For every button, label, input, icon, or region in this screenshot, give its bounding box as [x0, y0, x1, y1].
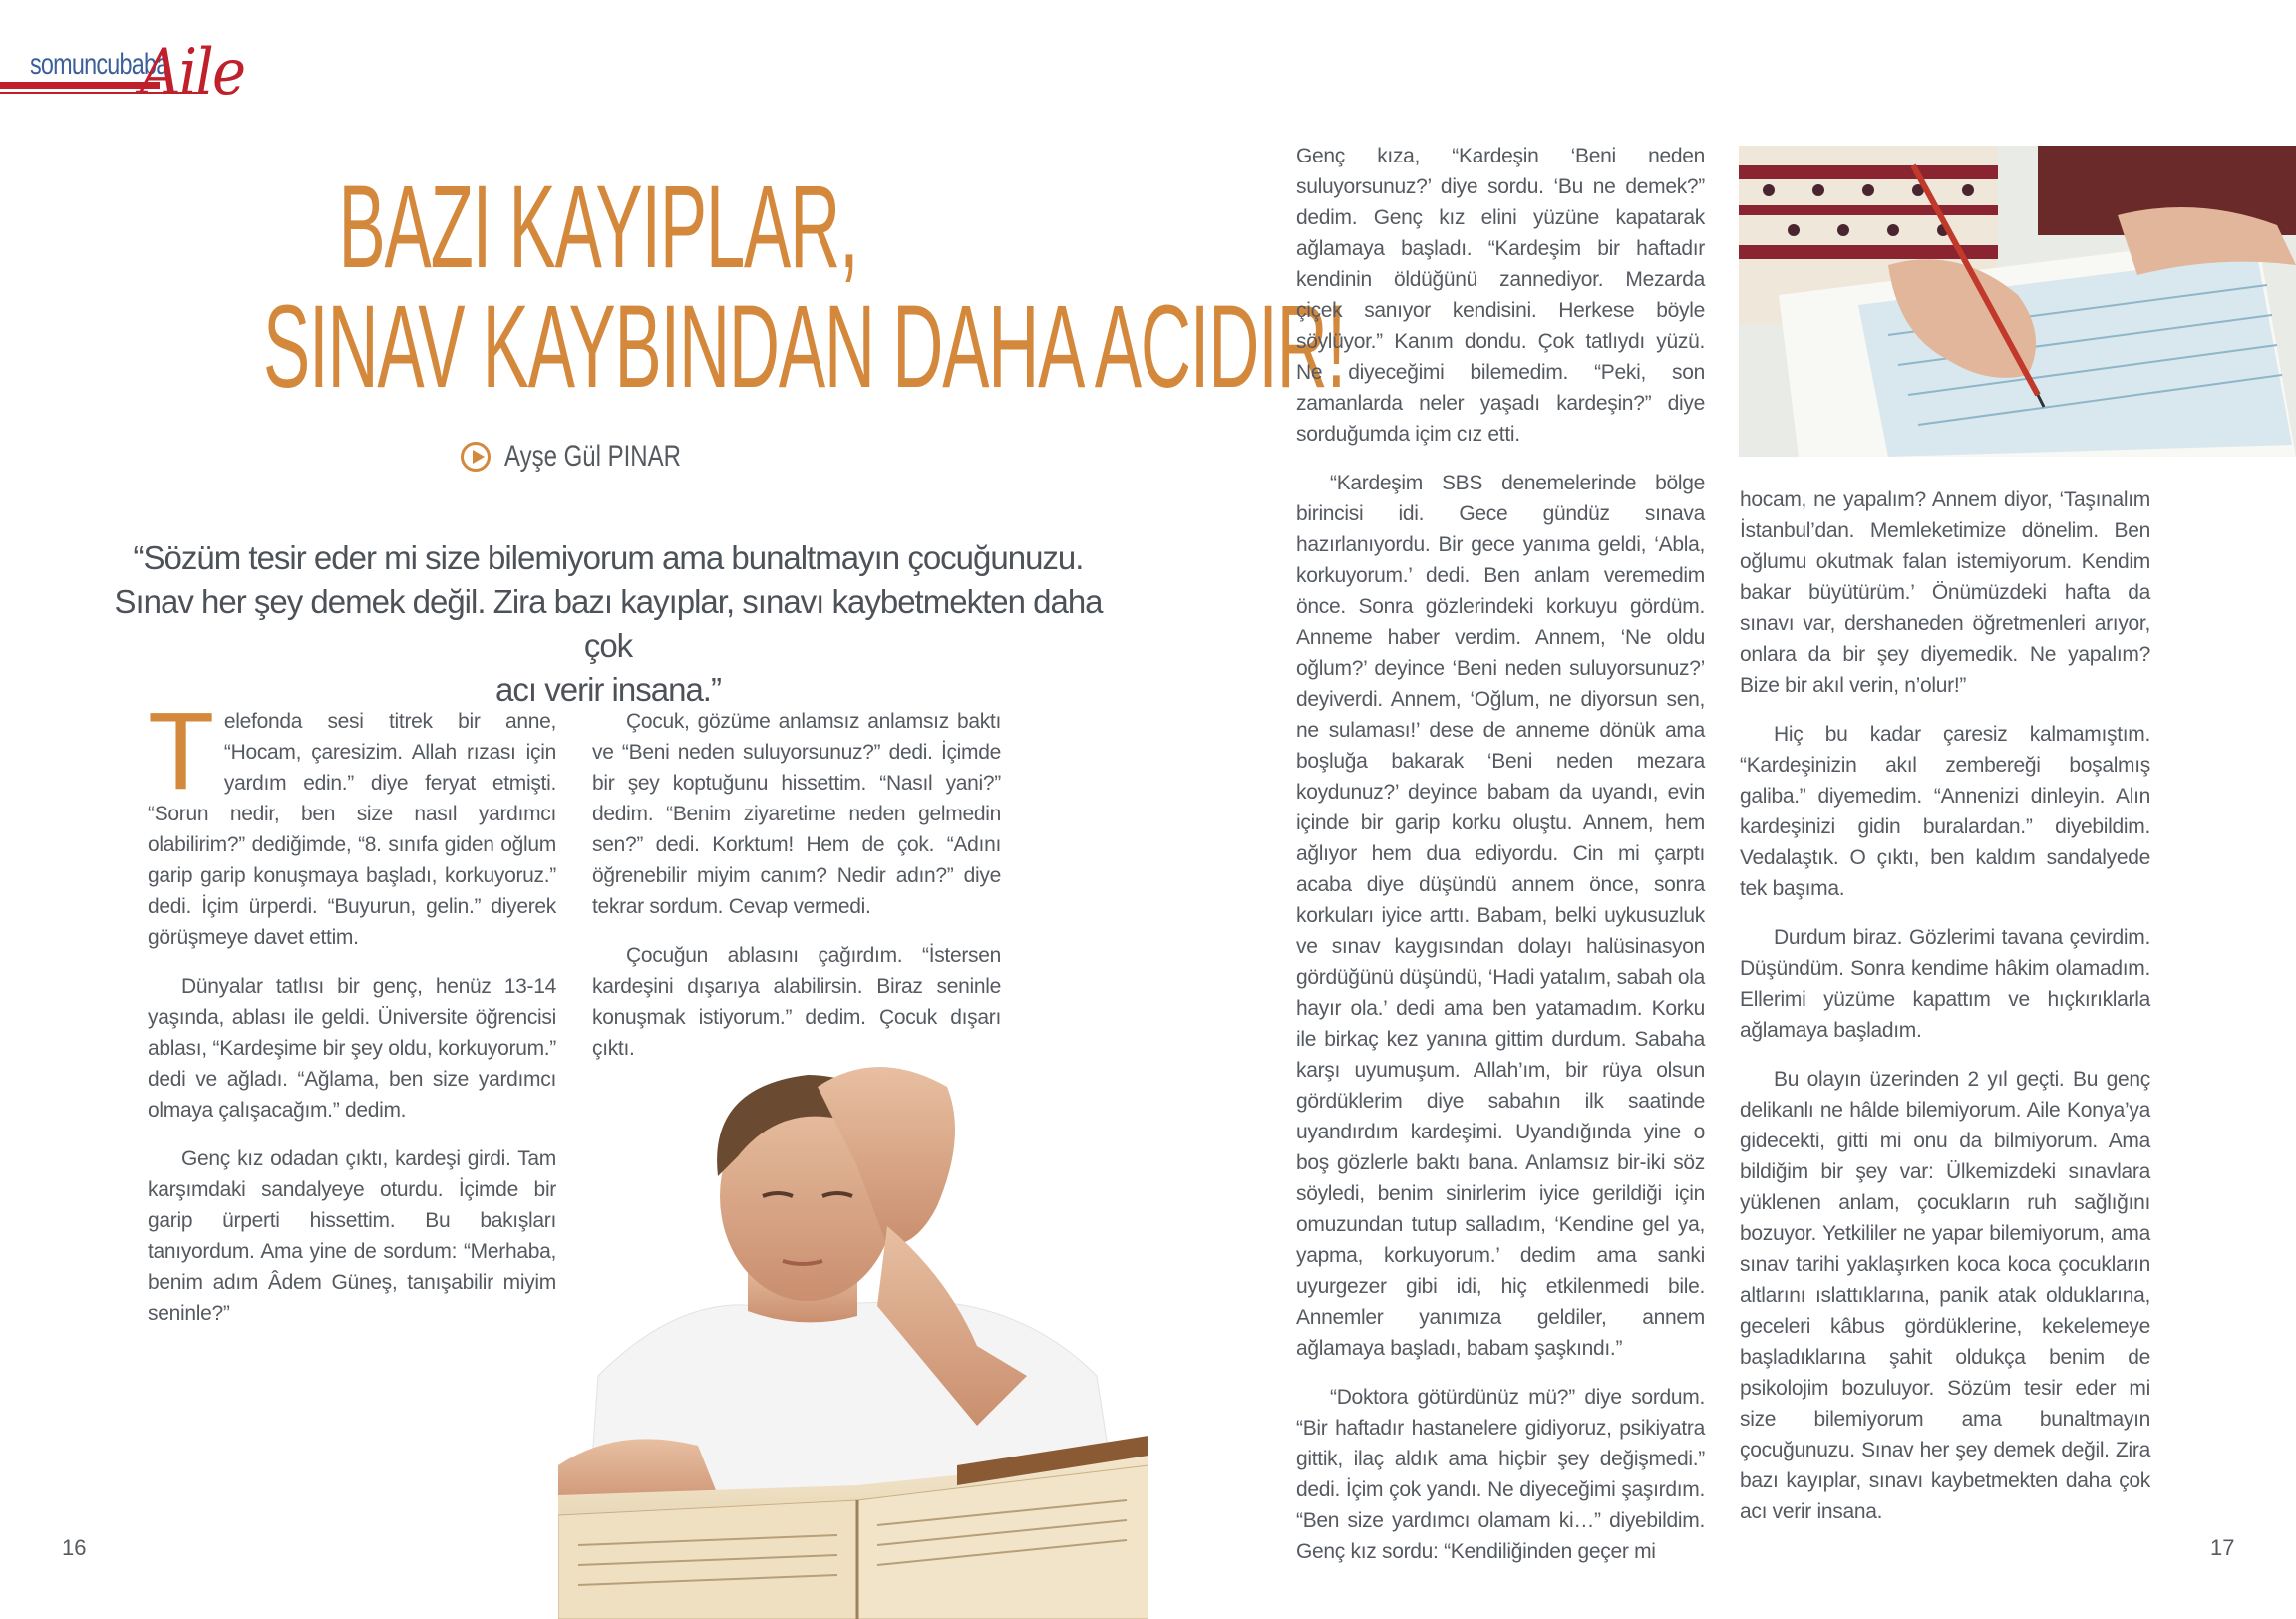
paragraph: Çocuk, gözüme anlamsız anlamsız baktı ve “Beni neden suluyorsunuz?” dedi. İçimde bir şey koptuğunu hissettim. “Nasıl yani?” dedim. “Benim ziyaretime neden gelmedin sen?” dedi. Korktum! Hem de çok. “Adını öğrenebilir miyim canım? Nedir adın?” diye tekrar sordum. Cevap vermedi.	[592, 710, 1001, 918]
author-name: Ayşe Gül PINAR	[504, 440, 681, 473]
section-name: Aile	[140, 36, 245, 110]
play-circle-icon	[461, 442, 491, 472]
article-title-line-1: BAZI KAYIPLAR,	[338, 162, 858, 293]
exam-writing-photo	[1739, 146, 2296, 457]
quote-line: acı verir insana.”	[495, 671, 721, 708]
quote-line: Sınav her şey demek değil. Zira bazı kayıplar, sınavı kaybetmekten daha çok	[114, 583, 1103, 664]
text-column-2	[592, 706, 1001, 1082]
paragraph: Genç kız odadan çıktı, kardeşi girdi. Tam karşımdaki sandalyeye oturdu. İçimde bir garip ürperti hissettim. Bu bakışları tanıyordum. Ama yine de sordum: “Merhaba, benim adım Âdem Güneş, tanışabilir miyim seninle?”	[148, 1147, 556, 1325]
paragraph: Genç kıza, “Kardeşin ‘Beni neden suluyorsunuz?’ diye sordu. ‘Bu ne demek?” dedim. Genç kız elini yüzüne kapatarak ağlamaya başladı. “Kardeşim bir haftadır kendinin öldüğünü zannediyor. Mezarda çiçek sanıyor kendisini. Herkese böyle söylüyor.” Kanım dondu. Çok tatlıydı yüzü. Ne diyeceğimi bilemedim. “Peki, son zamanlarda neler yaşadı kardeşin?” diye sorduğumda içim cız etti.	[1296, 145, 1705, 446]
author-byline	[461, 437, 725, 477]
brand-red-bar	[0, 82, 160, 89]
paragraph: Dünyalar tatlısı bir genç, henüz 13-14 yaşında, ablası ile geldi. Üniversite öğrencisi ablası, “Kardeşime bir şey oldu, korkuyorum.” dedi ve ağladı. “Ağlama, ben size yardımcı olmaya çalışacağım.” dedim.	[148, 975, 556, 1122]
page-number-left: 16	[62, 1535, 87, 1560]
brand-prefix: somuncubaba	[30, 48, 168, 81]
quote-line: “Sözüm tesir eder mi size bilemiyorum ama bunaltmayın çocuğunuzu.	[133, 539, 1084, 576]
paragraph: Hiç bu kadar çaresiz kalmamıştım. “Kardeşinizin akıl zembereği boşalmış galiba.” diyemedim. “Annenizi dinleyin. Alın kardeşinizi gidin buralardan.” diyebildim. Vedalaştık. O çıktı, ben kaldım sandalyede tek başıma.	[1740, 723, 2150, 900]
paragraph: Bu olayın üzerinden 2 yıl geçti. Bu genç delikanlı ne hâlde bilemiyorum. Aile Konya’ya gidecekti, gitti mi onu da bilmiyorum. Ama bildiğim bir şey var: Ülkemizdeki sınavlara yüklenen anlam, çocukların ruh sağlığını bozuyor. Yetkililer ne yapar bilemiyorum, ama sınav tarihi yaklaşırken koca koca çocukların altlarını ıslattıklarına, panik atak olduklarına, geceleri kâbus gördüklerine, kekelemeye başladıklarına şahit oldukça benim de psikolojim bozuluyor. Sözüm tesir eder mi size bilemiyorum ama bunaltmayın çocuğunuzu. Sınav her şey demek değil. Zira bazı kayıplar, sınavı kaybetmekten daha çok acı verir insana.	[1740, 1068, 2150, 1523]
text-column-4	[1740, 485, 2150, 1545]
text-column-1	[148, 690, 556, 1347]
paragraph: Durdum biraz. Gözlerimi tavana çevirdim. Düşündüm. Sonra kendime hâkim olamadım. Ellerimi yüzüme kapattım ve hıçkırıklarla ağlamaya başladım.	[1740, 926, 2150, 1042]
paragraph: “Kardeşim SBS denemelerinde bölge birincisi idi. Gece gündüz sınava hazırlanıyordu. Bir gece yanıma geldi, ‘Abla, korkuyorum.’ dedi. Ben anlam veremedim önce. Sonra gözlerindeki korkuyu gördüm. Anneme haber verdim. Annem, ‘Ne oldu oğlum?’ deyince ‘Beni neden suluyorsunuz?’ deyiverdi. Annem, ‘Oğlum, ne diyorsun sen, ne sulaması!’ dese de anneme dönük ama boşluğa bakarak ‘Beni neden mezara koydunuz?’ deyince babam da uyandı, evin içinde bir garip korku oluştu. Annem, hem ağlıyor hem dua ediyordu. Cin mi çarptı acaba diye düşündü annem önce, sonra korkuları iyice arttı. Babam, belki uykusuzluk ve sınav kaygısından dolayı halüsinasyon gördüğünü düşündü, ‘Hadi yatalım, sabah ola hayır ola.’ dedi ama ben yatamadım. Korku ile birkaç kez yanına gittim durdum. Sabaha karşı uyumuşum. Allah’ım, bir rüya olsun gördüklerim diye sabahın ilk saatinde uyandırdım kardeşimi. Uyandığında yine o boş gözlerle baktı bana. Anlamsız bir-iki söz söyledi, benim sinirlerim iyice gerildiği için omuzundan tutup salladım, ‘Kendine gel ya, yapma, korkuyorum.’ dedim ama sanki uyurgezer gibi idi, hiç etkilenmedi bile. Annemler yanımıza geldiler, annem ağlamaya başladı, babam şaşkındı.”	[1296, 472, 1705, 1360]
paragraph: hocam, ne yapalım? Annem diyor, ‘Taşınalım İstanbul’dan. Memleketimize dönelim. Ben oğlumu okutmak falan istemiyorum. Kendim bakar büyütürüm.’ Önümüzdeki hafta da sınavı var, dershaneden öğretmenleri arıyor, onlara da bir şey diyemedik. Ne yapalım? Bize bir akıl verin, n’olur!”	[1740, 488, 2150, 697]
text-column-3	[1296, 141, 1705, 1585]
page-number-right: 17	[2210, 1535, 2235, 1560]
drop-cap: T	[148, 690, 214, 812]
article-title-line-2: SINAV KAYBINDAN DAHA ACIDIR!	[263, 281, 1346, 413]
lead-quote	[110, 536, 1107, 712]
studying-student-photo	[558, 1047, 1148, 1619]
paragraph: Çocuğun ablasını çağırdım. “İstersen kardeşini dışarıya alabilirsin. Biraz seninle konuşmak istiyorum.” dedim. Çocuk dışarı çıktı.	[592, 944, 1001, 1060]
paragraph: “Doktora götürdünüz mü?” diye sordum. “Bir haftadır hastanelere gidiyoruz, psikiyatra gittik, ilaç aldık ama hiçbir şey değişmedi.” dedi. İçim çok yandı. Ne diyeceğimi şaşırdım. “Ben size yardımcı olamam ki…” diyebildim. Genç kız sordu: “Kendiliğinden geçer mi	[1296, 1386, 1705, 1563]
paragraph: Telefonda sesi titrek bir anne, “Hocam, çaresizim. Allah rızası için yardım edin.” diye feryat etmişti. “Sorun nedir, ben size nasıl yardımcı olabilirim?” dediğimde, “8. sınıfa giden oğlum garip garip konuşmaya başladı, korkuyoruz.” dedi. İçim ürperdi. “Buyurun, gelin.” diyerek görüşmeye davet ettim.	[148, 690, 556, 949]
